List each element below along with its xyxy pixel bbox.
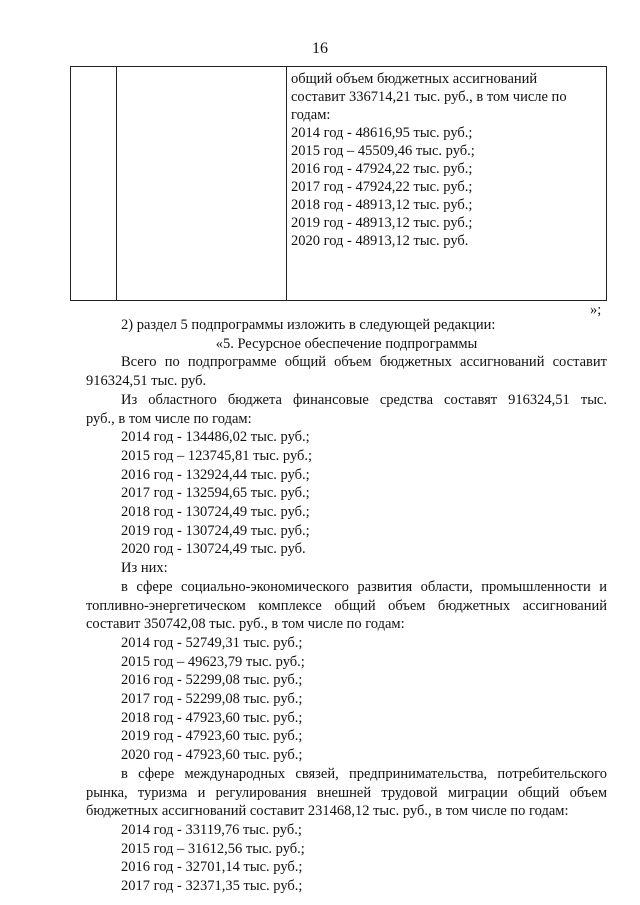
year-line: 2014 год - 134486,02 тыс. руб.; bbox=[121, 429, 310, 446]
document-body bbox=[86, 316, 607, 896]
year-line: 2017 год - 132594,65 тыс. руб.; bbox=[121, 485, 310, 502]
paragraph-line: в сфере международных связей, предпринимательства, потребительского bbox=[121, 765, 607, 782]
year-line: 2015 год – 31612,56 тыс. руб.; bbox=[121, 840, 305, 857]
paragraph-line: 916324,51 тыс. руб. bbox=[86, 373, 207, 390]
year-line: 2019 год - 47923,60 тыс. руб.; bbox=[121, 728, 303, 745]
paragraph-line: руб., в том числе по годам: bbox=[86, 410, 252, 427]
year-line: 2018 год - 47923,60 тыс. руб.; bbox=[121, 709, 303, 726]
paragraph-line: рынка, туризма и регулирования внешней трудовой миграции общий объем bbox=[86, 784, 607, 801]
paragraph-line: Всего по подпрограмме общий объем бюджетных ассигнований составит bbox=[121, 354, 607, 371]
cell-line: 2015 год – 45509,46 тыс. руб.; bbox=[291, 143, 475, 159]
year-line: 2020 год - 130724,49 тыс. руб. bbox=[121, 541, 306, 558]
paragraph-line: в сфере социально-экономического развития области, промышленности и bbox=[121, 578, 607, 595]
year-line: 2014 год - 33119,76 тыс. руб.; bbox=[121, 821, 302, 838]
amendment-item: 2) раздел 5 подпрограммы изложить в следующей редакции: bbox=[121, 317, 496, 333]
table-column-divider bbox=[116, 67, 117, 300]
budget-table-fragment bbox=[70, 66, 607, 301]
year-line: 2018 год - 130724,49 тыс. руб.; bbox=[121, 504, 310, 521]
cell-line: 2017 год - 47924,22 тыс. руб.; bbox=[291, 179, 473, 195]
cell-line: 2016 год - 47924,22 тыс. руб.; bbox=[291, 161, 473, 177]
cell-line: 2014 год - 48616,95 тыс. руб.; bbox=[291, 125, 473, 141]
cell-line: 2019 год - 48913,12 тыс. руб.; bbox=[291, 215, 473, 231]
year-line: 2015 год – 49623,79 тыс. руб.; bbox=[121, 653, 305, 670]
year-line: 2014 год - 52749,31 тыс. руб.; bbox=[121, 634, 303, 651]
paragraph-line: Из областного бюджета финансовые средства составят 916324,51 тыс. bbox=[121, 391, 607, 408]
paragraph-line: бюджетных ассигнований составит 231468,12 тыс. руб., в том числе по годам: bbox=[86, 803, 569, 820]
cell-line: составит 336714,21 тыс. руб., в том числе по bbox=[291, 89, 567, 105]
section-heading: «5. Ресурсное обеспечение подпрограммы bbox=[215, 335, 478, 352]
closing-quote: »; bbox=[590, 302, 602, 318]
paragraph-line: составит 350742,08 тыс. руб., в том числе по годам: bbox=[86, 616, 405, 633]
year-line: 2020 год - 47923,60 тыс. руб.; bbox=[121, 747, 303, 764]
table-cell-text bbox=[291, 70, 606, 250]
year-line: 2017 год - 32371,35 тыс. руб.; bbox=[121, 878, 303, 895]
paragraph-line: Из них: bbox=[121, 560, 168, 577]
year-line: 2016 год - 52299,08 тыс. руб.; bbox=[121, 672, 303, 689]
cell-line: годам: bbox=[291, 107, 331, 123]
table-column-divider bbox=[286, 67, 287, 300]
paragraph-line: топливно-энергетическом комплексе общий объем бюджетных ассигнований bbox=[86, 597, 607, 614]
year-line: 2019 год - 130724,49 тыс. руб.; bbox=[121, 522, 310, 539]
cell-line: 2020 год - 48913,12 тыс. руб. bbox=[291, 233, 469, 249]
year-line: 2017 год - 52299,08 тыс. руб.; bbox=[121, 691, 303, 708]
page-number: 16 bbox=[312, 40, 328, 57]
cell-line: 2018 год - 48913,12 тыс. руб.; bbox=[291, 197, 473, 213]
year-line: 2015 год – 123745,81 тыс. руб.; bbox=[121, 447, 313, 464]
cell-line: общий объем бюджетных ассигнований bbox=[291, 71, 538, 87]
year-line: 2016 год - 132924,44 тыс. руб.; bbox=[121, 466, 310, 483]
year-line: 2016 год - 32701,14 тыс. руб.; bbox=[121, 859, 303, 876]
